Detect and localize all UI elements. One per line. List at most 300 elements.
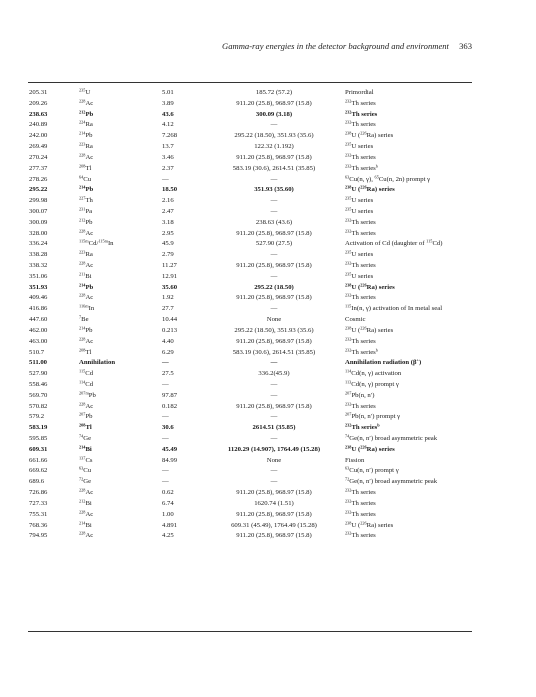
cell-nuc-mass: 228 <box>79 336 86 342</box>
table-row <box>0 456 536 467</box>
cell-origin-sup2: + <box>416 357 419 363</box>
cell-nuclide <box>79 261 93 272</box>
cell-associated-lines <box>196 402 352 413</box>
cell-assoc: — <box>270 359 278 367</box>
cell-energy <box>29 348 44 359</box>
cell-origin-sup: 238 <box>345 325 352 331</box>
cell-intensity: 12.91 <box>162 272 178 280</box>
cell-intensity <box>162 283 177 294</box>
cell-intensity: — <box>162 175 169 183</box>
cell-origin: Th series <box>351 424 378 432</box>
cell-origin <box>345 391 374 402</box>
cell-nuc-mass: 115m <box>79 238 89 244</box>
cell-origin: In(n, γ) activation of In metal seal <box>351 305 443 313</box>
cell-origin: Th series <box>351 348 376 356</box>
cell-intensity <box>162 412 169 423</box>
cell-nuc-mass: 227 <box>79 195 86 201</box>
cell-nuclide <box>79 391 96 402</box>
cell-origin <box>345 120 376 131</box>
cell-assoc: — <box>270 478 278 486</box>
cell-origin: Th series <box>351 229 376 237</box>
cell-origin-sup: 232 <box>345 530 352 536</box>
cell-nuclide <box>79 110 93 121</box>
cell-origin2: ) <box>418 359 422 367</box>
cell-energy: 447.60 <box>29 316 48 324</box>
cell-intensity: 2.79 <box>162 251 174 259</box>
cell-intensity <box>162 315 177 326</box>
cell-nuc: Cd <box>85 380 94 388</box>
cell-intensity: — <box>162 359 169 367</box>
cell-nuc-mass: 72 <box>79 476 84 482</box>
cell-origin <box>345 434 437 445</box>
cell-energy <box>29 521 47 532</box>
cell-energy: 328.00 <box>29 229 48 237</box>
cell-nuc-mass: 228 <box>79 509 86 515</box>
running-title: Gamma-ray energies in the detector background and environment <box>221 41 449 51</box>
gamma-ray-table <box>0 88 536 542</box>
cell-intensity <box>162 337 174 348</box>
cell-nuclide <box>79 229 93 240</box>
cell-nuc: Pb <box>85 218 93 226</box>
cell-origin <box>345 175 430 186</box>
cell-assoc: — <box>270 207 278 215</box>
cell-origin <box>345 196 373 207</box>
cell-intensity: 2.16 <box>162 197 174 205</box>
cell-intensity: 97.87 <box>162 391 178 399</box>
cell-intensity: 4.891 <box>162 521 178 529</box>
table-row <box>0 153 536 164</box>
cell-intensity <box>162 369 174 380</box>
cell-intensity <box>162 434 169 445</box>
cell-energy <box>29 175 47 186</box>
cell-intensity: 11.27 <box>162 262 177 269</box>
cell-origin2: Ra) series <box>366 283 395 291</box>
cell-nuc-mass: 228 <box>79 152 86 158</box>
cell-intensity: 27.5 <box>162 370 174 378</box>
cell-origin-sup: 238 <box>345 520 352 526</box>
cell-energy <box>29 326 47 337</box>
cell-nuclide <box>79 283 93 294</box>
cell-nuc-mass: 74 <box>79 433 84 439</box>
cell-intensity <box>162 531 174 542</box>
cell-nuclide <box>79 369 93 380</box>
cell-nuc: Pb <box>85 283 94 291</box>
cell-nuc: Pb <box>85 413 93 421</box>
cell-intensity: 27.7 <box>162 305 174 313</box>
cell-energy <box>29 218 47 229</box>
cell-origin: U series <box>351 197 374 205</box>
cell-energy: 242.00 <box>29 132 48 140</box>
cell-assoc: — <box>270 467 278 475</box>
cell-energy: 209.26 <box>29 99 48 107</box>
cell-associated-lines <box>196 315 352 326</box>
cell-intensity <box>162 348 174 359</box>
cell-associated-lines <box>196 531 352 542</box>
cell-energy: 409.46 <box>29 294 48 302</box>
cell-intensity <box>162 456 177 467</box>
cell-energy: 416.86 <box>29 305 48 313</box>
cell-origin <box>345 88 374 99</box>
cell-nuc-mass: 208 <box>79 347 86 353</box>
cell-nuc-mass: 115 <box>79 368 86 374</box>
cell-energy: 689.6 <box>29 478 45 486</box>
cell-origin2: Cu(n, 2n) prompt γ <box>378 175 431 183</box>
cell-nuclide <box>79 315 89 326</box>
cell-origin: Cosmic <box>345 316 366 324</box>
cell-energy: 240.89 <box>29 121 48 129</box>
cell-nuc: Ac <box>85 337 94 345</box>
cell-intensity <box>162 239 174 250</box>
cell-assoc: 295.22 (18.50) <box>254 283 294 291</box>
cell-origin-sup: 235 <box>345 195 352 201</box>
cell-intensity <box>162 196 174 207</box>
table-top-rule <box>28 82 472 83</box>
cell-origin <box>345 456 364 467</box>
cell-origin-sup2: b <box>375 163 378 169</box>
cell-energy <box>29 239 47 250</box>
cell-energy <box>29 185 47 196</box>
table-row <box>0 196 536 207</box>
table-row <box>0 391 536 402</box>
cell-origin: Th series <box>351 294 376 302</box>
cell-energy: 570.82 <box>29 402 48 410</box>
table-row <box>0 369 536 380</box>
table-row <box>0 337 536 348</box>
cell-nuc-mass: 228 <box>79 487 86 493</box>
cell-assoc: 1620.74 (1.51) <box>254 499 294 507</box>
cell-origin-sup: 207 <box>345 390 352 396</box>
cell-energy: 669.62 <box>29 467 48 475</box>
cell-intensity: 2.37 <box>162 164 174 172</box>
cell-energy: 351.06 <box>29 272 48 280</box>
cell-nuc: Tl <box>85 348 92 356</box>
cell-associated-lines <box>196 293 352 304</box>
cell-energy <box>29 391 47 402</box>
cell-nuc: Ac <box>85 99 94 107</box>
cell-nuclide <box>79 207 92 218</box>
cell-origin <box>345 229 376 240</box>
cell-energy <box>29 456 47 467</box>
cell-energy <box>29 250 47 261</box>
cell-assoc: — <box>270 391 278 399</box>
table-row <box>0 434 536 445</box>
table-row <box>0 120 536 131</box>
cell-nuc-mass: 211 <box>79 271 86 277</box>
cell-associated-lines <box>196 261 352 272</box>
cell-associated-lines <box>196 510 352 521</box>
table-row <box>0 315 536 326</box>
cell-assoc: 185.72 (57.2) <box>255 89 293 96</box>
cell-nuc: Cs <box>85 456 93 464</box>
cell-origin-sup: 114 <box>345 368 352 374</box>
cell-assoc: 2614.51 (35.85) <box>252 424 296 432</box>
cell-nuc-mass: 214 <box>79 184 86 190</box>
cell-origin-sup: 232 <box>345 120 352 126</box>
cell-energy <box>29 358 47 369</box>
cell-origin-sup: 232 <box>345 498 352 504</box>
cell-assoc: 609.31 (45.49), 1764.49 (15.28) <box>231 521 317 529</box>
cell-intensity: 35.60 <box>162 283 178 291</box>
cell-origin: Pb(n, n′) prompt γ <box>351 413 401 421</box>
cell-intensity <box>162 358 169 369</box>
cell-assoc: 911.20 (25.8), 968.97 (15.8) <box>236 337 312 345</box>
cell-associated-lines <box>196 142 352 153</box>
cell-nuclide <box>79 402 93 413</box>
cell-intensity <box>162 466 169 477</box>
table-row <box>0 88 536 99</box>
cell-energy <box>29 272 47 283</box>
cell-intensity: 7.268 <box>162 132 178 140</box>
cell-origin: Ge(n, n′) broad asymmetric peak <box>349 435 438 442</box>
cell-nuclide <box>79 326 93 337</box>
cell-energy <box>29 120 47 131</box>
cell-associated-lines <box>196 456 352 467</box>
cell-nuc-mass: 208 <box>79 163 86 169</box>
cell-assoc: 336.2(45.9) <box>258 370 290 378</box>
cell-intensity <box>162 175 169 186</box>
cell-origin: Th series <box>351 153 376 161</box>
cell-intensity <box>162 272 177 283</box>
cell-associated-lines <box>196 283 352 294</box>
cell-nuclide <box>79 218 93 229</box>
cell-associated-lines <box>196 326 352 337</box>
table-row <box>0 380 536 391</box>
cell-assoc: 527.90 (27.5) <box>255 240 293 248</box>
cell-associated-lines <box>196 88 352 99</box>
cell-associated-lines <box>196 153 352 164</box>
table-row <box>0 466 536 477</box>
cell-nuclide <box>79 337 93 348</box>
cell-associated-lines <box>196 380 352 391</box>
cell-energy <box>29 510 47 521</box>
cell-nuc-mass: 114 <box>79 379 86 385</box>
table-row <box>0 521 536 532</box>
cell-energy: 299.98 <box>29 197 48 205</box>
cell-nuc-mass: 214 <box>79 325 86 331</box>
cell-intensity: — <box>162 380 169 388</box>
cell-intensity <box>162 326 177 337</box>
cell-energy <box>29 369 47 380</box>
cell-intensity: 84.99 <box>162 456 178 464</box>
cell-nuc-mass: 116m <box>79 303 89 309</box>
cell-intensity: 18.50 <box>162 186 178 194</box>
cell-nuc: Pb <box>88 391 96 399</box>
cell-origin-sup: 232 <box>345 347 352 353</box>
cell-intensity: 3.89 <box>162 99 174 107</box>
cell-energy: 238.63 <box>29 110 48 118</box>
table-row <box>0 131 536 142</box>
cell-nuclide <box>79 272 92 283</box>
cell-intensity: 5.01 <box>162 89 174 96</box>
cell-energy: 336.24 <box>29 240 48 248</box>
cell-origin: Ge(n, n′) broad asymmetric peak <box>349 478 438 486</box>
cell-assoc: 911.20 (25.8), 968.97 (15.8) <box>236 532 312 540</box>
cell-origin: Fission <box>345 456 365 464</box>
cell-origin <box>345 358 421 369</box>
cell-origin: U series <box>351 251 374 259</box>
table-row <box>0 445 536 456</box>
cell-origin-pre: Activation of Cd (daughter of <box>345 240 427 248</box>
cell-nuc: In <box>88 305 95 313</box>
cell-nuc-mass: 212 <box>79 217 86 223</box>
cell-origin-sup2: 226 <box>360 444 367 450</box>
cell-origin <box>345 218 376 229</box>
cell-nuc: Ac <box>85 489 94 497</box>
cell-intensity: — <box>162 435 169 442</box>
cell-intensity: 0.62 <box>162 489 174 497</box>
cell-nuclide <box>79 142 93 153</box>
cell-intensity <box>162 402 177 413</box>
running-header <box>0 41 472 51</box>
cell-origin-sup: 235 <box>345 249 352 255</box>
cell-intensity <box>162 164 174 175</box>
cell-energy <box>29 164 47 175</box>
cell-nuc2: In <box>107 240 114 248</box>
cell-assoc: — <box>270 251 278 259</box>
cell-nuc-mass: 228 <box>79 228 86 234</box>
cell-origin <box>345 239 443 250</box>
table-row <box>0 348 536 359</box>
cell-energy <box>29 337 47 348</box>
cell-energy: 609.31 <box>29 445 48 453</box>
cell-origin-sup: 232 <box>345 401 352 407</box>
cell-intensity <box>162 250 174 261</box>
cell-intensity: 45.49 <box>162 445 178 453</box>
cell-origin <box>345 348 378 359</box>
cell-origin <box>345 337 376 348</box>
cell-intensity: 13.7 <box>162 143 174 151</box>
table-row <box>0 488 536 499</box>
cell-origin-sup: 235 <box>345 141 352 147</box>
table-row <box>0 293 536 304</box>
cell-intensity: 0.182 <box>162 402 178 410</box>
cell-associated-lines <box>196 445 352 456</box>
cell-nuc: Ac <box>85 294 94 302</box>
cell-origin <box>345 423 380 434</box>
cell-origin: Cd(n, γ) prompt γ <box>351 380 399 388</box>
cell-origin <box>345 250 373 261</box>
cell-origin-sup2: 65 <box>374 174 379 180</box>
cell-assoc: 300.09 (3.18) <box>255 110 293 118</box>
cell-intensity <box>162 207 174 218</box>
table-bottom-rule <box>28 631 472 632</box>
cell-nuclide <box>79 510 93 521</box>
cell-origin2: Ra) series <box>366 521 394 529</box>
cell-origin-sup2: 226 <box>360 130 367 136</box>
cell-nuclide <box>79 412 93 423</box>
cell-origin: Th series <box>351 164 376 172</box>
cell-nuc-mass: 228 <box>79 401 86 407</box>
cell-associated-lines <box>196 250 352 261</box>
cell-nuclide <box>79 293 93 304</box>
cell-origin <box>345 153 376 164</box>
cell-associated-lines <box>196 196 352 207</box>
cell-nuc: Bi <box>85 445 92 453</box>
cell-associated-lines <box>196 120 352 131</box>
cell-intensity <box>162 380 169 391</box>
cell-energy: 270.24 <box>29 153 48 161</box>
cell-assoc: 295.22 (18.50), 351.93 (35.6) <box>234 132 314 140</box>
cell-energy: 595.85 <box>29 435 48 442</box>
cell-intensity <box>162 521 177 532</box>
cell-associated-lines <box>196 337 352 348</box>
cell-origin <box>345 131 393 142</box>
cell-nuc-mass: 228 <box>79 293 86 299</box>
cell-associated-lines <box>196 358 352 369</box>
cell-energy: 462.00 <box>29 326 48 334</box>
cell-origin-sup: 232 <box>345 98 352 104</box>
cell-intensity <box>162 477 169 488</box>
cell-energy: 755.31 <box>29 510 48 518</box>
cell-nuc-mass: 212 <box>79 498 86 504</box>
cell-associated-lines <box>196 239 352 250</box>
cell-intensity <box>162 142 174 153</box>
cell-origin <box>345 99 376 110</box>
cell-energy <box>29 466 47 477</box>
table-row <box>0 142 536 153</box>
cell-nuclide <box>79 456 93 467</box>
cell-nuc-mass: 63 <box>79 466 84 472</box>
cell-nuc: Ra <box>85 121 93 129</box>
cell-intensity <box>162 185 177 196</box>
cell-nuclide <box>79 348 91 359</box>
cell-origin <box>345 142 373 153</box>
cell-intensity <box>162 131 177 142</box>
cell-origin <box>345 521 393 532</box>
cell-nuc-mass: 223 <box>79 249 86 255</box>
cell-origin <box>345 185 395 196</box>
cell-origin <box>345 293 376 304</box>
cell-nuc: Pb <box>85 186 94 194</box>
cell-energy <box>29 445 47 456</box>
cell-energy: 338.32 <box>29 262 48 269</box>
cell-intensity: 6.29 <box>162 348 174 356</box>
cell-intensity: 45.9 <box>162 240 174 248</box>
cell-nuc: Ac <box>85 153 94 161</box>
cell-assoc: — <box>270 121 278 129</box>
cell-nuclide <box>79 434 91 445</box>
cell-nuclide <box>79 531 93 542</box>
cell-energy: 205.31 <box>29 89 48 96</box>
cell-origin <box>345 283 395 294</box>
cell-energy <box>29 142 47 153</box>
cell-nuclide <box>79 380 93 391</box>
cell-origin-sup: 72 <box>345 476 350 482</box>
cell-nuc-mass: 214 <box>79 444 86 450</box>
cell-associated-lines <box>196 499 352 510</box>
cell-origin <box>345 369 401 380</box>
cell-origin: U ( <box>351 186 361 194</box>
cell-energy <box>29 261 47 272</box>
table-row <box>0 229 536 240</box>
cell-nuc-mass: 64 <box>79 174 84 180</box>
cell-origin-sup: 232 <box>345 422 352 428</box>
cell-nuc: Ge <box>83 478 92 486</box>
cell-nuc-mass: 208 <box>79 422 86 428</box>
cell-intensity: 3.18 <box>162 218 174 226</box>
cell-origin <box>345 304 442 315</box>
cell-intensity: — <box>162 478 169 486</box>
cell-associated-lines <box>196 412 352 423</box>
cell-origin-sup2: 226 <box>360 184 367 190</box>
cell-intensity: 4.12 <box>162 121 174 129</box>
cell-origin <box>345 531 376 542</box>
cell-origin: Cu(n, n′) prompt γ <box>349 467 399 475</box>
cell-origin-sup2: 226 <box>360 282 367 288</box>
cell-nuclide <box>79 99 93 110</box>
cell-energy: 794.95 <box>29 532 48 540</box>
cell-nuclide <box>79 131 93 142</box>
